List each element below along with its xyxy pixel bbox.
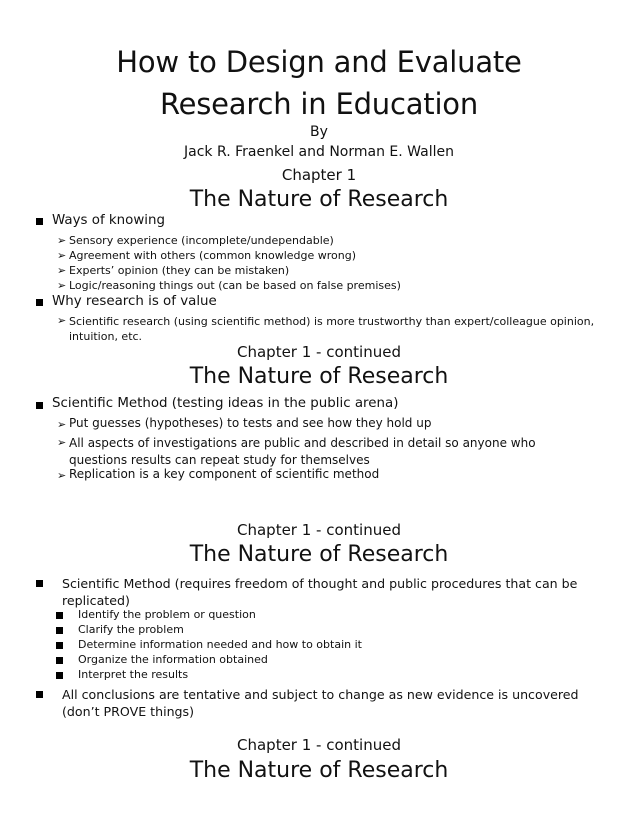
- chapter-label: Chapter 1 - continued: [237, 343, 401, 361]
- section-heading: The Nature of Research: [189, 758, 449, 783]
- sub-bullet-text: All aspects of investigations are public and described in detail so anyone who questions results can repeat study for themselves: [69, 436, 536, 467]
- document-title-line2: Research in Education: [159, 87, 479, 121]
- by-line: By: [310, 124, 328, 140]
- square-bullet-icon: [36, 580, 43, 587]
- arrow-bullet-icon: ➢: [57, 418, 67, 431]
- square-bullet-icon: [56, 642, 63, 649]
- arrow-bullet-icon: ➢: [57, 469, 67, 482]
- section-heading: The Nature of Research: [189, 364, 449, 389]
- sub-bullet-text: Scientific research (using scientific method) is more trustworthy than expert/colleague opinion, intuition, etc.: [69, 315, 595, 343]
- sub-bullet-text: Put guesses (hypotheses) to tests and see how they hold up: [69, 416, 432, 430]
- arrow-bullet-icon: ➢: [57, 314, 67, 327]
- arrow-bullet-icon: ➢: [57, 279, 67, 292]
- bullet-text: Why research is of value: [52, 294, 217, 309]
- sub-bullet-text: Identify the problem or question: [78, 608, 256, 621]
- sub-bullet-text: Determine information needed and how to obtain it: [78, 638, 362, 651]
- section-heading: The Nature of Research: [189, 542, 449, 567]
- sub-bullet-text: Organize the information obtained: [78, 653, 268, 666]
- sub-bullet-text: Clarify the problem: [78, 623, 184, 636]
- section-heading: The Nature of Research: [189, 187, 449, 212]
- arrow-bullet-icon: ➢: [57, 264, 67, 277]
- sub-bullet-text: Sensory experience (incomplete/undependable): [69, 234, 334, 247]
- square-bullet-icon: [56, 612, 63, 619]
- sub-bullet-text: Experts’ opinion (they can be mistaken): [69, 264, 290, 277]
- bullet-text: Scientific Method (testing ideas in the public arena): [52, 396, 399, 411]
- chapter-label: Chapter 1 - continued: [237, 736, 401, 754]
- square-bullet-icon: [36, 691, 43, 698]
- sub-bullet-text: Interpret the results: [78, 668, 189, 681]
- square-bullet-icon: [56, 627, 63, 634]
- bullet-text: All conclusions are tentative and subject to change as new evidence is uncovered (don’t PROVE things): [62, 687, 579, 719]
- arrow-bullet-icon: ➢: [57, 436, 67, 449]
- document-title-line1: How to Design and Evaluate: [116, 45, 522, 79]
- square-bullet-icon: [36, 299, 43, 306]
- square-bullet-icon: [36, 218, 43, 225]
- square-bullet-icon: [36, 402, 43, 409]
- arrow-bullet-icon: ➢: [57, 234, 67, 247]
- bullet-text: Scientific Method (requires freedom of thought and public procedures that can be replicated): [62, 576, 578, 608]
- sub-bullet-text: Agreement with others (common knowledge wrong): [69, 249, 357, 262]
- arrow-bullet-icon: ➢: [57, 249, 67, 262]
- square-bullet-icon: [56, 657, 63, 664]
- bullet-text: Ways of knowing: [52, 213, 166, 228]
- sub-bullet-text: Replication is a key component of scientific method: [69, 467, 380, 481]
- sub-bullet-text: Logic/reasoning things out (can be based on false premises): [69, 279, 401, 292]
- square-bullet-icon: [56, 672, 63, 679]
- chapter-label: Chapter 1 - continued: [237, 521, 401, 539]
- authors: Jack R. Fraenkel and Norman E. Wallen: [184, 144, 454, 160]
- chapter-label: Chapter 1: [281, 166, 357, 184]
